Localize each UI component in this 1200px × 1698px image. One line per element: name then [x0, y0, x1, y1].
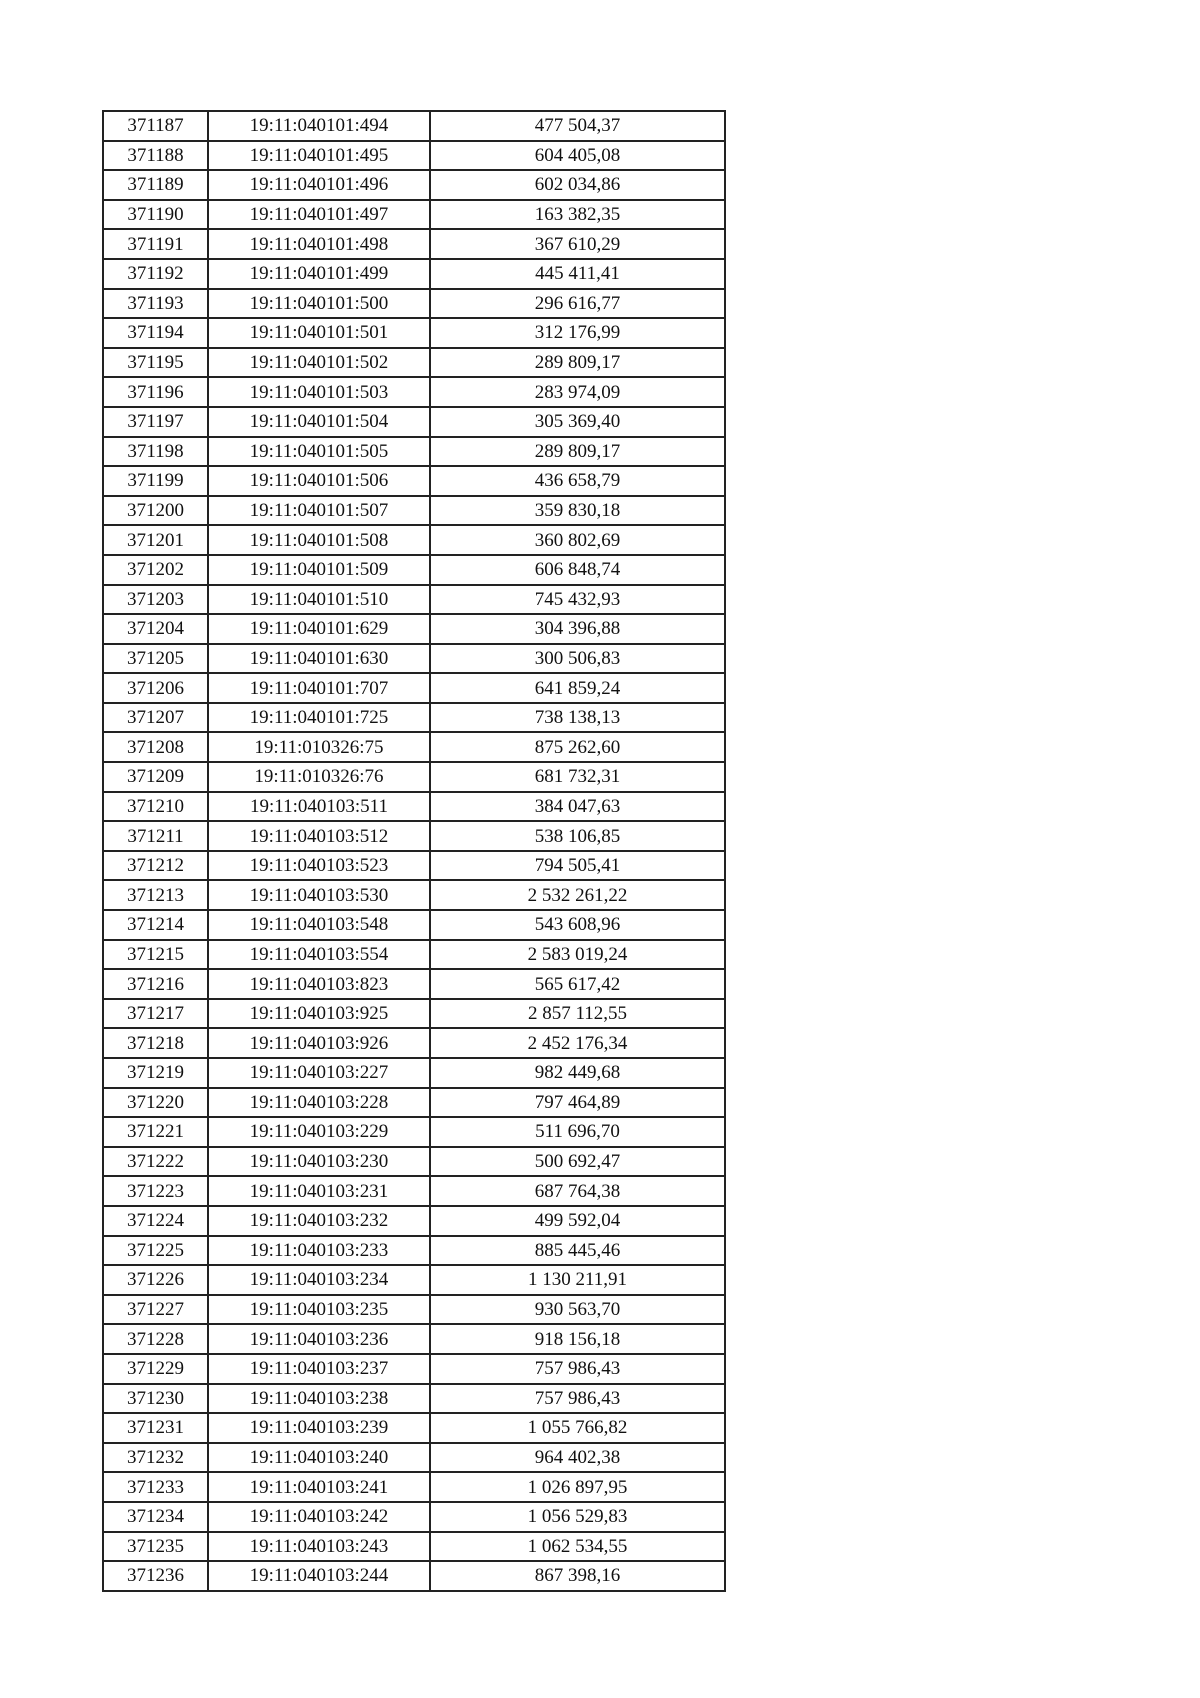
cadastral-value-cell: 163 382,35 [430, 200, 725, 230]
cadastral-number-cell: 19:11:040101:504 [208, 407, 430, 437]
cadastral-number-cell: 19:11:040103:232 [208, 1206, 430, 1236]
row-number-cell: 371206 [103, 673, 208, 703]
cadastral-number-cell: 19:11:040103:230 [208, 1147, 430, 1177]
cadastral-value-cell: 964 402,38 [430, 1443, 725, 1473]
cadastral-number-cell: 19:11:040101:509 [208, 555, 430, 585]
table-row [103, 496, 725, 526]
table-row [103, 762, 725, 792]
table-row [103, 1265, 725, 1295]
table-row [103, 348, 725, 378]
row-number-cell: 371196 [103, 377, 208, 407]
cadastral-value-cell: 543 608,96 [430, 910, 725, 940]
table-row [103, 585, 725, 615]
cadastral-number-cell: 19:11:040101:500 [208, 289, 430, 319]
cadastral-value-cell: 1 056 529,83 [430, 1502, 725, 1532]
table-body [103, 111, 725, 1591]
cadastral-value-cell: 305 369,40 [430, 407, 725, 437]
table-row [103, 1088, 725, 1118]
table-row [103, 200, 725, 230]
row-number-cell: 371231 [103, 1413, 208, 1443]
row-number-cell: 371194 [103, 318, 208, 348]
row-number-cell: 371235 [103, 1532, 208, 1562]
cadastral-value-cell: 538 106,85 [430, 821, 725, 851]
table-row [103, 614, 725, 644]
table-row [103, 1413, 725, 1443]
row-number-cell: 371214 [103, 910, 208, 940]
row-number-cell: 371220 [103, 1088, 208, 1118]
cadastral-number-cell: 19:11:040103:530 [208, 880, 430, 910]
cadastral-number-cell: 19:11:040103:237 [208, 1354, 430, 1384]
cadastral-number-cell: 19:11:040101:497 [208, 200, 430, 230]
cadastral-value-cell: 367 610,29 [430, 229, 725, 259]
cadastral-number-cell: 19:11:040103:236 [208, 1324, 430, 1354]
cadastral-number-cell: 19:11:040103:512 [208, 821, 430, 851]
cadastral-number-cell: 19:11:040101:725 [208, 703, 430, 733]
table-row [103, 229, 725, 259]
cadastral-number-cell: 19:11:040103:554 [208, 940, 430, 970]
cadastral-number-cell: 19:11:040103:239 [208, 1413, 430, 1443]
row-number-cell: 371188 [103, 141, 208, 171]
table-row [103, 644, 725, 674]
row-number-cell: 371217 [103, 999, 208, 1029]
cadastral-number-cell: 19:11:040103:234 [208, 1265, 430, 1295]
table-row [103, 466, 725, 496]
row-number-cell: 371210 [103, 792, 208, 822]
row-number-cell: 371225 [103, 1236, 208, 1266]
table-row [103, 703, 725, 733]
table-row [103, 407, 725, 437]
cadastral-value-cell: 606 848,74 [430, 555, 725, 585]
cadastral-number-cell: 19:11:040103:240 [208, 1443, 430, 1473]
table-row [103, 141, 725, 171]
table-row [103, 673, 725, 703]
cadastral-value-cell: 312 176,99 [430, 318, 725, 348]
row-number-cell: 371192 [103, 259, 208, 289]
cadastral-number-cell: 19:11:040101:496 [208, 170, 430, 200]
table-row [103, 1324, 725, 1354]
table-row [103, 1472, 725, 1502]
table-row [103, 1028, 725, 1058]
cadastral-value-cell: 602 034,86 [430, 170, 725, 200]
cadastral-value-cell: 300 506,83 [430, 644, 725, 674]
row-number-cell: 371205 [103, 644, 208, 674]
cadastral-value-cell: 757 986,43 [430, 1354, 725, 1384]
table-row [103, 940, 725, 970]
table-row [103, 437, 725, 467]
row-number-cell: 371211 [103, 821, 208, 851]
row-number-cell: 371193 [103, 289, 208, 319]
cadastral-number-cell: 19:11:040101:501 [208, 318, 430, 348]
cadastral-value-cell: 745 432,93 [430, 585, 725, 615]
cadastral-value-cell: 2 532 261,22 [430, 880, 725, 910]
cadastral-value-cell: 499 592,04 [430, 1206, 725, 1236]
table-row [103, 318, 725, 348]
cadastral-value-cell: 885 445,46 [430, 1236, 725, 1266]
cadastral-number-cell: 19:11:040103:926 [208, 1028, 430, 1058]
cadastral-number-cell: 19:11:040101:707 [208, 673, 430, 703]
row-number-cell: 371218 [103, 1028, 208, 1058]
cadastral-number-cell: 19:11:040103:243 [208, 1532, 430, 1562]
cadastral-value-cell: 687 764,38 [430, 1176, 725, 1206]
cadastral-value-cell: 641 859,24 [430, 673, 725, 703]
row-number-cell: 371208 [103, 732, 208, 762]
cadastral-value-cell: 384 047,63 [430, 792, 725, 822]
cadastral-value-cell: 296 616,77 [430, 289, 725, 319]
table-row [103, 1561, 725, 1591]
row-number-cell: 371228 [103, 1324, 208, 1354]
cadastral-value-cell: 930 563,70 [430, 1295, 725, 1325]
cadastral-number-cell: 19:11:040103:231 [208, 1176, 430, 1206]
table-row [103, 289, 725, 319]
cadastral-value-cell: 918 156,18 [430, 1324, 725, 1354]
cadastral-value-cell: 794 505,41 [430, 851, 725, 881]
cadastral-number-cell: 19:11:040103:229 [208, 1117, 430, 1147]
row-number-cell: 371209 [103, 762, 208, 792]
table-row [103, 377, 725, 407]
row-number-cell: 371234 [103, 1502, 208, 1532]
cadastral-number-cell: 19:11:040101:499 [208, 259, 430, 289]
row-number-cell: 371191 [103, 229, 208, 259]
table-row [103, 1058, 725, 1088]
cadastral-number-cell: 19:11:040101:498 [208, 229, 430, 259]
table-row [103, 999, 725, 1029]
table-row [103, 1502, 725, 1532]
cadastral-value-cell: 681 732,31 [430, 762, 725, 792]
cadastral-number-cell: 19:11:040101:505 [208, 437, 430, 467]
table-row [103, 732, 725, 762]
row-number-cell: 371230 [103, 1384, 208, 1414]
row-number-cell: 371236 [103, 1561, 208, 1591]
table-row [103, 851, 725, 881]
cadastral-number-cell: 19:11:040101:507 [208, 496, 430, 526]
cadastral-number-cell: 19:11:040103:233 [208, 1236, 430, 1266]
table-row [103, 969, 725, 999]
cadastral-number-cell: 19:11:040103:241 [208, 1472, 430, 1502]
table-row [103, 525, 725, 555]
cadastral-value-cell: 982 449,68 [430, 1058, 725, 1088]
cadastral-number-cell: 19:11:040101:503 [208, 377, 430, 407]
table-row [103, 1147, 725, 1177]
table-row [103, 111, 725, 141]
row-number-cell: 371199 [103, 466, 208, 496]
cadastral-value-cell: 283 974,09 [430, 377, 725, 407]
table-row [103, 1295, 725, 1325]
cadastral-value-cell: 477 504,37 [430, 111, 725, 141]
cadastral-value-cell: 289 809,17 [430, 437, 725, 467]
cadastral-number-cell: 19:11:040103:228 [208, 1088, 430, 1118]
cadastral-number-cell: 19:11:040101:510 [208, 585, 430, 615]
table-row [103, 1117, 725, 1147]
cadastral-value-cell: 604 405,08 [430, 141, 725, 171]
row-number-cell: 371204 [103, 614, 208, 644]
cadastral-value-cell: 1 055 766,82 [430, 1413, 725, 1443]
row-number-cell: 371207 [103, 703, 208, 733]
cadastral-value-cell: 1 130 211,91 [430, 1265, 725, 1295]
cadastral-value-cell: 511 696,70 [430, 1117, 725, 1147]
table-row [103, 1443, 725, 1473]
cadastral-value-cell: 445 411,41 [430, 259, 725, 289]
cadastral-value-cell: 738 138,13 [430, 703, 725, 733]
cadastral-number-cell: 19:11:040103:548 [208, 910, 430, 940]
row-number-cell: 371216 [103, 969, 208, 999]
cadastral-number-cell: 19:11:040103:227 [208, 1058, 430, 1088]
cadastral-value-cell: 304 396,88 [430, 614, 725, 644]
row-number-cell: 371189 [103, 170, 208, 200]
table-row [103, 792, 725, 822]
row-number-cell: 371187 [103, 111, 208, 141]
row-number-cell: 371212 [103, 851, 208, 881]
table-row [103, 555, 725, 585]
table-row [103, 1176, 725, 1206]
row-number-cell: 371229 [103, 1354, 208, 1384]
row-number-cell: 371222 [103, 1147, 208, 1177]
cadastral-value-cell: 359 830,18 [430, 496, 725, 526]
row-number-cell: 371219 [103, 1058, 208, 1088]
table-row [103, 821, 725, 851]
table-row [103, 170, 725, 200]
cadastral-value-cell: 500 692,47 [430, 1147, 725, 1177]
cadastral-value-table [102, 110, 726, 1592]
row-number-cell: 371221 [103, 1117, 208, 1147]
cadastral-number-cell: 19:11:040103:523 [208, 851, 430, 881]
cadastral-value-cell: 797 464,89 [430, 1088, 725, 1118]
cadastral-number-cell: 19:11:040101:502 [208, 348, 430, 378]
row-number-cell: 371202 [103, 555, 208, 585]
cadastral-number-cell: 19:11:040103:235 [208, 1295, 430, 1325]
row-number-cell: 371223 [103, 1176, 208, 1206]
cadastral-number-cell: 19:11:040103:511 [208, 792, 430, 822]
row-number-cell: 371203 [103, 585, 208, 615]
row-number-cell: 371215 [103, 940, 208, 970]
cadastral-number-cell: 19:11:040101:508 [208, 525, 430, 555]
row-number-cell: 371233 [103, 1472, 208, 1502]
table-row [103, 1354, 725, 1384]
row-number-cell: 371195 [103, 348, 208, 378]
cadastral-number-cell: 19:11:040103:823 [208, 969, 430, 999]
table-row [103, 1384, 725, 1414]
cadastral-value-cell: 436 658,79 [430, 466, 725, 496]
cadastral-number-cell: 19:11:040101:630 [208, 644, 430, 674]
cadastral-value-cell: 2 452 176,34 [430, 1028, 725, 1058]
row-number-cell: 371190 [103, 200, 208, 230]
cadastral-value-cell: 1 062 534,55 [430, 1532, 725, 1562]
cadastral-number-cell: 19:11:010326:76 [208, 762, 430, 792]
cadastral-number-cell: 19:11:040101:495 [208, 141, 430, 171]
row-number-cell: 371213 [103, 880, 208, 910]
cadastral-value-cell: 757 986,43 [430, 1384, 725, 1414]
row-number-cell: 371198 [103, 437, 208, 467]
cadastral-number-cell: 19:11:040101:494 [208, 111, 430, 141]
row-number-cell: 371201 [103, 525, 208, 555]
table-row [103, 259, 725, 289]
row-number-cell: 371224 [103, 1206, 208, 1236]
cadastral-value-cell: 2 583 019,24 [430, 940, 725, 970]
row-number-cell: 371200 [103, 496, 208, 526]
table-row [103, 1532, 725, 1562]
row-number-cell: 371197 [103, 407, 208, 437]
table-row [103, 910, 725, 940]
cadastral-value-cell: 565 617,42 [430, 969, 725, 999]
cadastral-value-cell: 360 802,69 [430, 525, 725, 555]
table-row [103, 880, 725, 910]
cadastral-value-cell: 875 262,60 [430, 732, 725, 762]
cadastral-number-cell: 19:11:010326:75 [208, 732, 430, 762]
cadastral-number-cell: 19:11:040101:506 [208, 466, 430, 496]
cadastral-value-cell: 2 857 112,55 [430, 999, 725, 1029]
cadastral-number-cell: 19:11:040103:238 [208, 1384, 430, 1414]
cadastral-number-cell: 19:11:040103:244 [208, 1561, 430, 1591]
table-row [103, 1206, 725, 1236]
row-number-cell: 371226 [103, 1265, 208, 1295]
row-number-cell: 371227 [103, 1295, 208, 1325]
table-row [103, 1236, 725, 1266]
cadastral-value-cell: 1 026 897,95 [430, 1472, 725, 1502]
cadastral-number-cell: 19:11:040103:242 [208, 1502, 430, 1532]
cadastral-number-cell: 19:11:040103:925 [208, 999, 430, 1029]
cadastral-value-cell: 289 809,17 [430, 348, 725, 378]
cadastral-value-cell: 867 398,16 [430, 1561, 725, 1591]
row-number-cell: 371232 [103, 1443, 208, 1473]
cadastral-number-cell: 19:11:040101:629 [208, 614, 430, 644]
